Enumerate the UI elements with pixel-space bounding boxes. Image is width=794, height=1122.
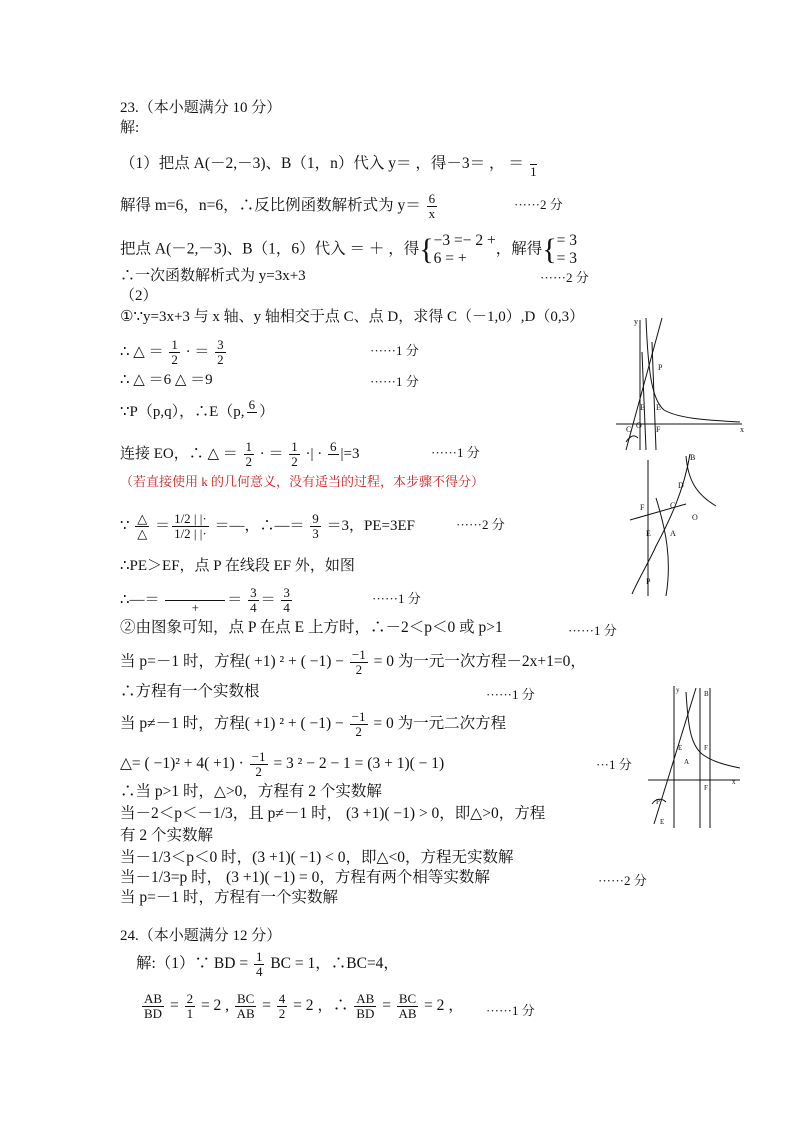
q23-line-19: 当－2＜p＜－1/3，且 p≠－1 时， (3 +1)( −1) > 0，即△>0，方程 xyxy=(120,805,546,822)
q23-line-8: ∵P（p,q），∴E（p, 6 ） xyxy=(120,397,275,420)
svg-text:E: E xyxy=(678,744,683,752)
score-mark: ······1 分 xyxy=(372,591,421,606)
svg-text:A: A xyxy=(684,758,690,766)
svg-text:P: P xyxy=(656,798,660,806)
score-mark: ···1 分 xyxy=(596,757,632,772)
q23-line-11: ∴PE＞EF，点 P 在线段 EF 外，如图 xyxy=(120,558,355,574)
score-mark: ······1 分 xyxy=(431,445,480,460)
score-mark: ······2 分 xyxy=(598,873,647,888)
score-mark: ······1 分 xyxy=(568,623,617,638)
q23-line-4: ∴一次函数解析式为 y=3x+3 xyxy=(120,268,306,284)
figure-graph-2 xyxy=(626,450,722,596)
figure-graph-3 xyxy=(644,684,744,830)
svg-text:E: E xyxy=(640,403,645,412)
q24-line-1: 解:（1）∵ BD = $\frac{1}{4}$ BC = 1，∴BC=4， xyxy=(136,949,399,979)
fraction: $\frac{6}{x}$ xyxy=(428,191,436,221)
q23-line-22: 当－1/3=p 时， (3 +1)( −1) = 0，方程有两个相等实数解 xyxy=(120,869,490,886)
svg-text:x: x xyxy=(732,778,736,786)
svg-text:y: y xyxy=(676,686,680,694)
svg-text:F: F xyxy=(704,784,708,792)
q23-line-15: ∴方程有一个实数根 xyxy=(120,683,260,700)
q23-line-1: （1）把点 A(－2,－3)、B（1，n）代入 y＝ ，得－3＝ ， ＝ 1 xyxy=(120,150,539,179)
q23-line-13: ②由图象可知，点 P 在点 E 上方时，∴－2＜p＜0 或 p>1 xyxy=(120,619,503,636)
q23-line-5: ①∵y=3x+3 与 x 轴、y 轴相交于点 C、点 D，求得 C（－1,0）,D（0,3） xyxy=(120,309,585,325)
svg-text:C: C xyxy=(670,501,676,510)
q23-line-18: ∴当 p>1 时，△>0，方程有 2 个实数解 xyxy=(120,783,382,800)
q23-line-12: ∴—＝ + ＝ $\frac{3}{4}$ ＝ $\frac{3}{4}$ xyxy=(120,585,290,615)
score-mark: ······1 分 xyxy=(370,374,419,389)
q24-heading: 24.（本小题满分 12 分） xyxy=(120,928,282,944)
q23-heading: 23.（本小题满分 10 分） xyxy=(120,100,282,116)
grading-note: （若直接使用 k 的几何意义，没有适当的过程，本步骤不得分） xyxy=(120,474,485,489)
fraction: 1 xyxy=(530,150,537,179)
svg-text:P: P xyxy=(646,577,651,586)
svg-text:C: C xyxy=(626,425,632,434)
svg-text:P: P xyxy=(658,363,663,372)
figure-graph-1 xyxy=(612,312,748,454)
q23-line-2: 解得 m=6，n=6，∴反比例函数解析式为 y＝ $\frac{6}{x}$ xyxy=(120,191,436,221)
svg-text:E: E xyxy=(656,403,661,412)
q23-line-17: △= ( −1)² + 4( +1) · $\frac{-1}{2}$ = 3 ² − 2 − 1 = (3 + 1)( − 1) xyxy=(120,749,445,779)
part-2-label: （2） xyxy=(120,288,158,304)
score-mark: ······2 分 xyxy=(514,197,563,212)
svg-text:E: E xyxy=(660,818,665,826)
solution-label: 解: xyxy=(120,120,140,136)
svg-text:O: O xyxy=(636,421,642,430)
score-mark: ······1 分 xyxy=(486,687,535,702)
svg-text:B: B xyxy=(704,690,709,698)
score-mark: ······1 分 xyxy=(486,1003,535,1018)
svg-text:O: O xyxy=(692,513,698,522)
q23-line-6: ∴ △ ＝ $\frac{1}{2}$ · ＝ $\frac{3}{2}$ xyxy=(120,337,224,367)
q23-line-3: 把点 A(－2,－3)、B（1，6）代入 ＝ ＋ ，得{−3 =− 2 + 6 = +，解得{= 3 = 3 xyxy=(120,232,578,267)
score-mark: ······2 分 xyxy=(540,270,589,285)
svg-text:y: y xyxy=(634,317,638,326)
svg-text:D: D xyxy=(678,481,684,490)
q23-line-20: 有 2 个实数解 xyxy=(120,827,214,844)
svg-text:A: A xyxy=(670,529,676,538)
svg-text:B: B xyxy=(690,453,696,462)
q23-line-10: ∵ $\frac{\triangle}{\triangle}$ ＝ $\frac{1/2 | |\cdot}{1/2 | |\cdot}$ ＝—，∴—＝ $\frac{9}{3}$ ＝3，PE=3EF xyxy=(120,511,415,541)
q23-line-7: ∴ △ ＝6 △ ＝9 xyxy=(120,372,213,388)
svg-text:F: F xyxy=(640,503,645,512)
q23-line-21: 当－1/3＜p＜0 时，(3 +1)( −1) < 0，即△<0，方程无实数解 xyxy=(120,849,514,866)
q23-line-14: 当 p=－1 时，方程( +1) ² + ( −1) − $\frac{-1}{2}$ = 0 为一元一次方程－2x+1=0， xyxy=(120,647,586,677)
score-mark: ······2 分 xyxy=(456,517,505,532)
q23-line-16: 当 p≠－1 时，方程( +1) ² + ( −1) − $\frac{-1}{2}$ = 0 为一元二次方程 xyxy=(120,709,507,739)
svg-text:x: x xyxy=(740,425,744,434)
q23-line-23: 当 p=－1 时，方程有一个实数解 xyxy=(120,889,338,906)
svg-text:F: F xyxy=(704,744,708,752)
svg-text:E: E xyxy=(646,529,651,538)
svg-text:F: F xyxy=(656,425,661,434)
score-mark: ······1 分 xyxy=(370,343,419,358)
q23-line-9: 连接 EO，∴ △ ＝ $\frac{1}{2}$ · ＝ $\frac{1}{2}$ ·| · 6 |=3 xyxy=(120,439,360,469)
q24-line-2: $\frac{AB}{BD}$ = $\frac{2}{1}$ = 2 , $\frac{BC}{AB}$ = $\frac{4}{2}$ = 2 ，∴ $\frac{AB}{BD}$ = $\frac{BC}{AB}$ = 2 ， xyxy=(144,991,464,1021)
